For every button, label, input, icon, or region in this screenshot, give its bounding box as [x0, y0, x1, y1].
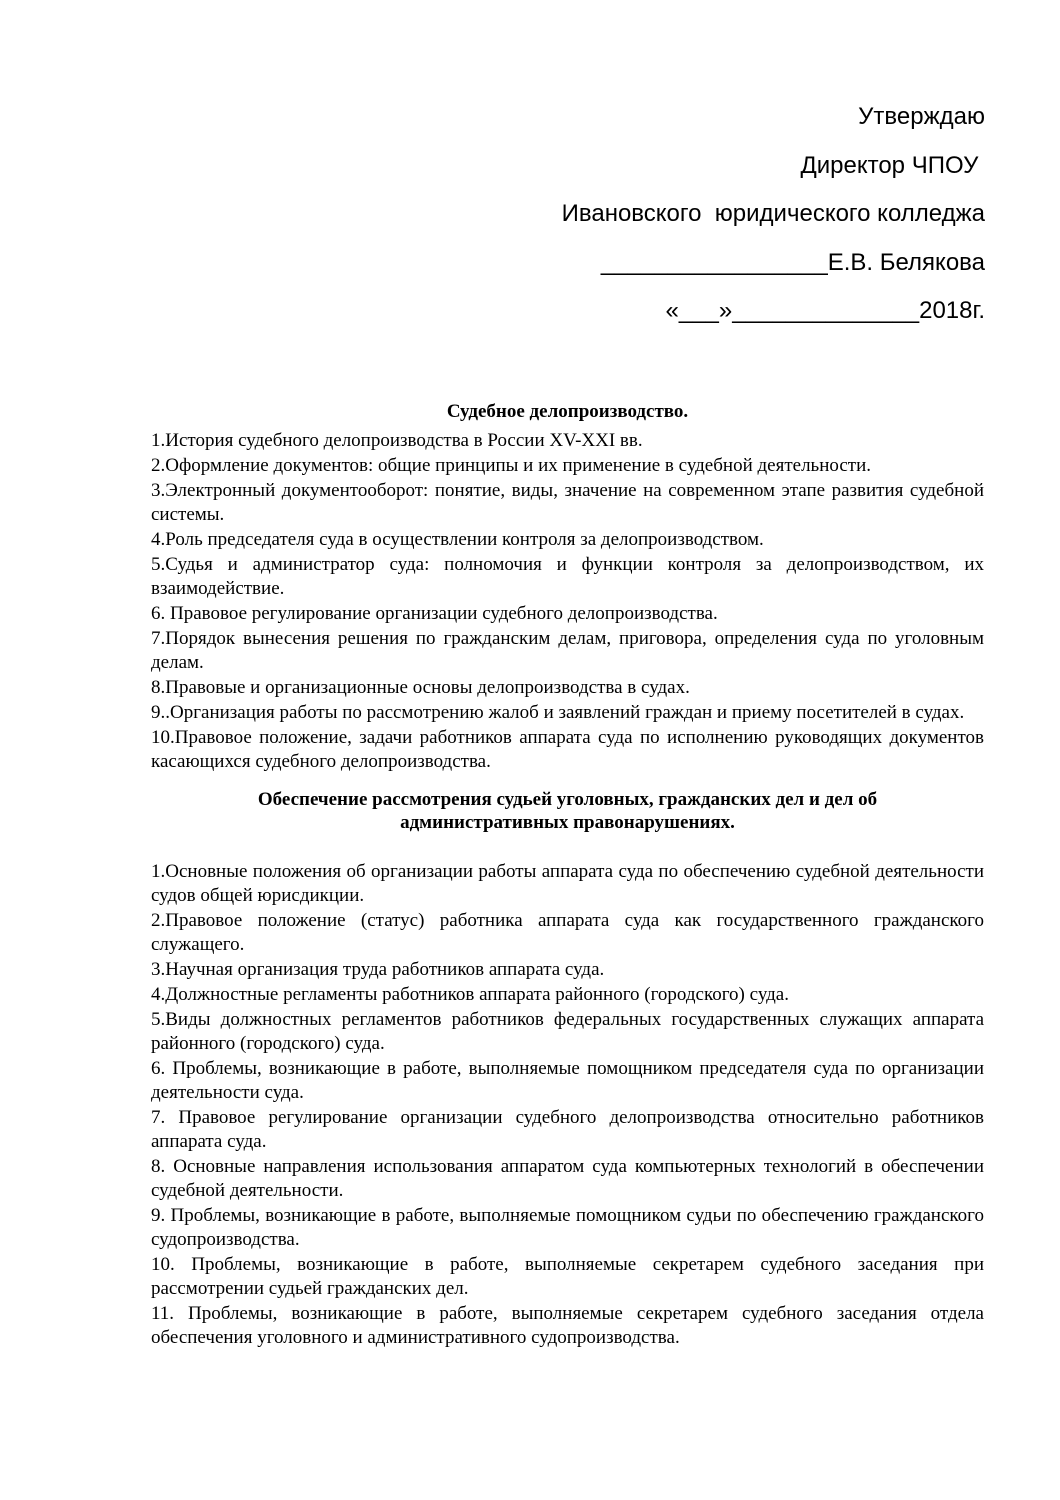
list-item: 3.Научная организация труда работников аппарата суда. — [151, 959, 605, 980]
list-item: 9..Организация работы по рассмотрению жалоб и заявлений граждан и приему посетителей в судах. — [151, 702, 965, 723]
spacer — [151, 834, 984, 860]
approver-position: Директор ЧПОУ — [800, 151, 985, 179]
list-item: 3.Электронный документооборот: понятие, виды, значение на современном этапе развития судебной системы. — [151, 480, 984, 525]
section-list-case-support — [151, 860, 984, 1350]
section-title-line: административных правонарушениях. — [400, 812, 735, 833]
section-title-line: Обеспечение рассмотрения судьей уголовных, гражданских дел и дел об — [257, 789, 878, 810]
list-item: 2.Оформление документов: общие принципы и их применение в судебной деятельности. — [151, 455, 872, 476]
list-item: 7. Правовое регулирование организации судебного делопроизводства относительно работников аппарата суда. — [151, 1107, 984, 1152]
list-item: 1.История судебного делопроизводства в России XV-XXI вв. — [151, 430, 643, 451]
list-item: 4.Должностные регламенты работников аппарата районного (городского) суда. — [151, 984, 789, 1005]
list-item: 11. Проблемы, возникающие в работе, выполняемые секретарем судебного заседания отдела обеспечения уголовного и административного судопроизводства. — [151, 1303, 984, 1348]
approver-organization: Ивановского юридического колледжа — [561, 200, 985, 227]
list-item: 1.Основные положения об организации работы аппарата суда по обеспечению судебной деятельности судов общей юрисдикции. — [151, 861, 984, 906]
section-title-court-records: Судебное делопроизводство. — [446, 401, 689, 422]
list-item: 6. Проблемы, возникающие в работе, выполняемые помощником председателя суда по организации деятельности суда. — [151, 1058, 984, 1103]
document-body — [151, 400, 984, 1351]
list-item: 8. Основные направления использования аппаратом суда компьютерных технологий в обеспечении судебной деятельности. — [151, 1156, 984, 1201]
section-title-case-support — [151, 788, 984, 834]
list-item: 2.Правовое положение (статус) работника аппарата суда как государственного гражданского служащего. — [151, 910, 984, 955]
list-item: 5.Судья и администратор суда: полномочия и функции контроля за делопроизводством, их взаимодействие. — [151, 554, 984, 599]
list-item: 9. Проблемы, возникающие в работе, выполняемые помощником судьи по обеспечению гражданского судопроизводства. — [151, 1205, 984, 1250]
list-item: 8.Правовые и организационные основы делопроизводства в судах. — [151, 677, 690, 698]
approver-signature-line: _________________Е.В. Белякова — [600, 248, 985, 276]
list-item: 6. Правовое регулирование организации судебного делопроизводства. — [151, 603, 718, 624]
section-list-court-records — [151, 429, 984, 774]
approval-block — [562, 98, 985, 341]
approval-heading: Утверждаю — [858, 103, 985, 130]
list-item: 10. Проблемы, возникающие в работе, выполняемые секретарем судебного заседания при рассмотрении судьей гражданских дел. — [151, 1254, 984, 1299]
list-item: 10.Правовое положение, задачи работников аппарата суда по исполнению руководящих документов касающихся судебного делопроизводства. — [151, 727, 984, 772]
list-item: 4.Роль председателя суда в осуществлении контроля за делопроизводством. — [151, 529, 764, 550]
list-item: 7.Порядок вынесения решения по гражданским делам, приговора, определения суда по уголовным делам. — [151, 628, 984, 673]
approval-date-line: «___»______________2018г. — [665, 297, 985, 324]
list-item: 5.Виды должностных регламентов работников федеральных государственных служащих аппарата районного (городского) суда. — [151, 1009, 984, 1054]
